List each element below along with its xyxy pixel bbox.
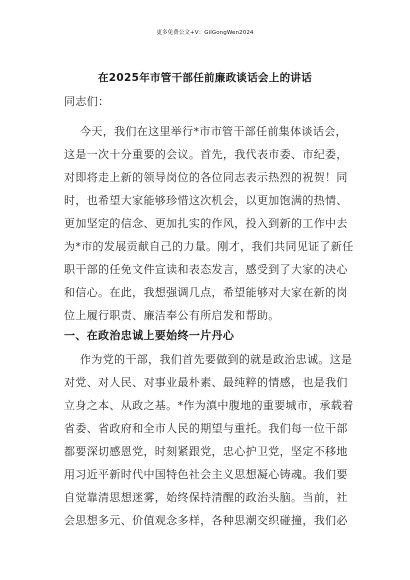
paragraph-line: 为*市的发展贡献自己的力量。刚才，我们共同见证了新任 [64, 240, 354, 253]
paragraph-line: 会思想多元、价值观念多样，各种思潮交织碰撞，我们必 [64, 514, 348, 527]
paragraph-line: 和信心。在此，我想强调几点，希望能够对大家在新的岗 [64, 286, 348, 299]
paragraph-line: 更加坚定的信念、更加扎实的作风，投入到新的工作中去 [64, 217, 348, 230]
paragraph-line: 对党、对人民、对事业最朴素、最纯粹的情感，也是我们 [64, 376, 348, 389]
document-title: 在2025年市管干部任前廉政谈话会上的讲话 [97, 72, 313, 84]
paragraph-line: 立身之本、从政之基。*作为滇中腹地的重要城市，承载着 [64, 399, 354, 412]
paragraph-line: 用习近平新时代中国特色社会主义思想凝心铸魂。我们要 [64, 468, 348, 481]
paragraph-line: 都要深切感恩党，时刻紧跟党，忠心护卫党，坚定不移地 [64, 445, 348, 458]
paragraph-line: 位上履行职责、廉洁奉公有所启发和帮助。 [64, 309, 280, 322]
salutation: 同志们： [64, 95, 110, 108]
section-heading: 一、在政治忠诚上要始终一片丹心 [64, 329, 235, 342]
paragraph-line: 职干部的任免文件宣读和表态发言，感受到了大家的决心 [64, 263, 348, 276]
paragraph-line: 作为党的干部，我们首先要做到的就是政治忠诚。这是 [80, 353, 353, 366]
paragraph-line: 时，也希望大家能够珍惜这次机会，以更加饱满的热情、 [64, 194, 348, 207]
header-note: 更多免费公文+V：GilGongWen2024 [156, 30, 254, 36]
paragraph-line: 省委、省政府和全市人民的期望与重托。我们每一位干部 [64, 422, 348, 435]
paragraph-line: 今天，我们在这里举行*市市管干部任前集体谈话会， [80, 125, 347, 138]
paragraph-line: 对即将走上新的领导岗位的各位同志表示热烈的祝贺！同 [64, 171, 348, 184]
paragraph-line: 自觉靠清思想迷雾，始终保持清醒的政治头脑。当前，社 [64, 491, 348, 504]
paragraph-line: 这是一次十分重要的会议。首先，我代表市委、市纪委， [64, 148, 348, 161]
